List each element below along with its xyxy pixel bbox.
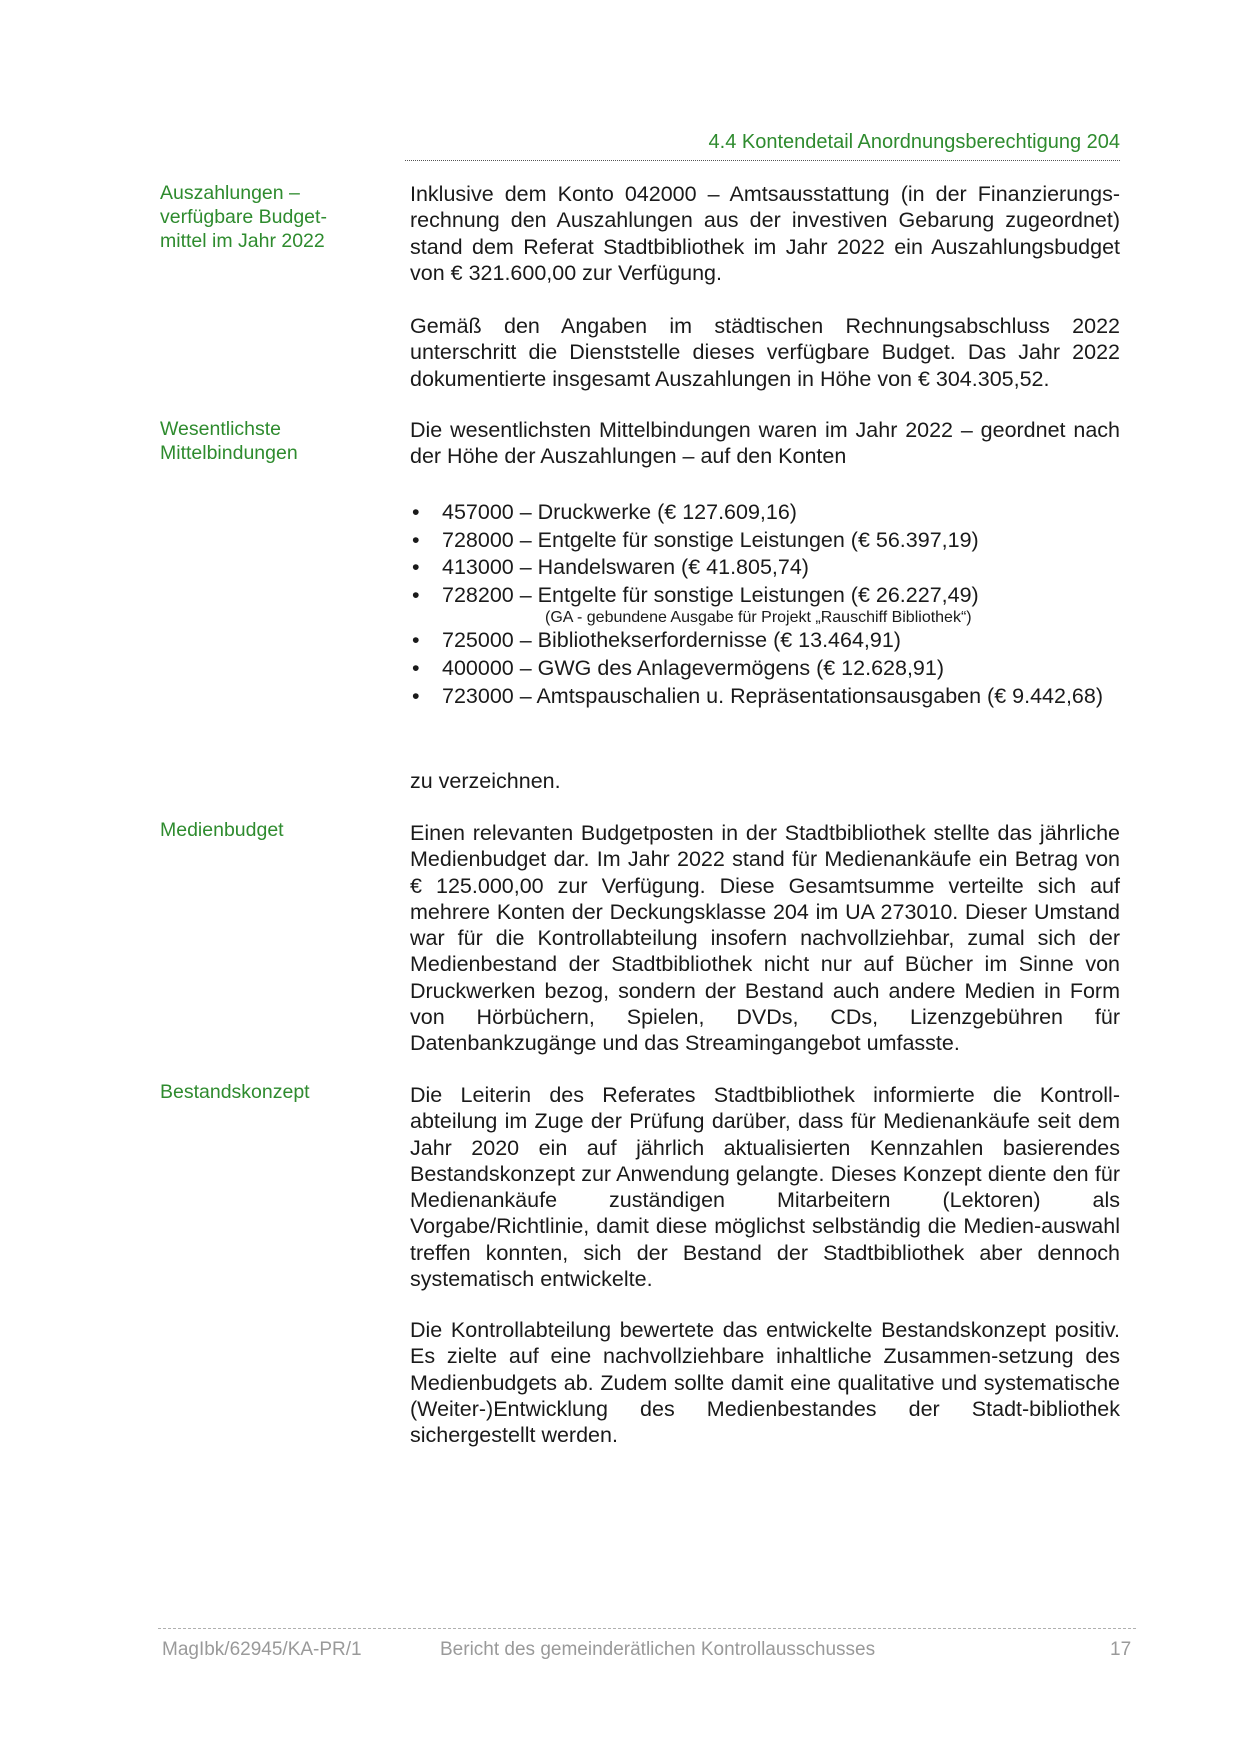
paragraph-text: Die Kontrollabteilung bewertete das entwickelte Bestandskonzept positiv. Es zielte auf eine nachvollziehbare inhaltliche Zusammen-setzung des Medienbudgets ab. Zudem sollte damit eine qualitative und systematische (Weiter-)Entwicklung des Medienbestandes der Stadt-bibliothek sichergestellt werden.: [410, 1318, 1120, 1448]
margin-label-line: mittel im Jahr 2022: [160, 230, 325, 252]
list-item: [410, 582, 1120, 628]
margin-label-line: Bestandskonzept: [160, 1081, 310, 1103]
margin-label-bestandskonzept: [160, 1080, 355, 1104]
list-item-text: 728000 – Entgelte für sonstige Leistungen (€ 56.397,19): [442, 527, 979, 552]
paragraph-text: Die wesentlichsten Mittelbindungen waren im Jahr 2022 – geordnet nach der Höhe der Auszahlungen – auf den Konten: [410, 418, 1120, 469]
paragraph-text: Inklusive dem Konto 042000 – Amtsausstattung (in der Finanzierungs-rechnung den Auszahlungen aus der investiven Gebarung zugeordnet) stand dem Referat Stadtbibliothek im Jahr 2022 ein Auszahlungsbudget von € 321.600,00 zur Verfügung.: [410, 182, 1120, 285]
margin-label-line: Wesentlichste: [160, 418, 282, 440]
list-item-text: 725000 – Bibliothekserfordernisse (€ 13.464,91): [442, 628, 901, 653]
list-item-text: 457000 – Druckwerke (€ 127.609,16): [442, 500, 797, 524]
section-header: [405, 131, 1120, 161]
paragraph-medienbudget: [410, 820, 1120, 1057]
paragraph-text: zu verzeichnen.: [410, 769, 561, 793]
list-item: [410, 655, 1120, 683]
list-item: [410, 627, 1120, 655]
list-item-text: 723000 – Amtspauschalien u. Repräsentationsausgaben (€ 9.442,68): [442, 683, 1103, 708]
margin-label-medienbudget: [160, 818, 355, 842]
paragraph-mittelbindungen-intro: [410, 417, 1120, 470]
paragraph-text: Einen relevanten Budgetposten in der Stadtbibliothek stellte das jährliche Medienbudget dar. Im Jahr 2022 stand für Medienankäufe ein Betrag von € 125.000,00 zur Verfügung. Diese Gesamtsumme verteilte sich auf mehrere Konten der Deckungsklasse 204 im UA 273010. Dieser Umstand war für die Kontrollabteilung insofern nachvollziehbar, zumal sich der Medienbestand der Stadtbibliothek nicht nur auf Bücher im Sinne von Druckwerken bezog, sondern der Bestand auch andere Medien in Form von Hörbüchern, Spielen, DVDs, CDs, Lizenzgebühren für Datenbankzugänge und das Streamingangebot umfasste.: [410, 821, 1120, 1056]
list-item-note: (GA - gebundene Ausgabe für Projekt „Rauschiff Bibliothek“): [545, 609, 972, 627]
paragraph-text: Die Leiterin des Referates Stadtbibliothek informierte die Kontroll-abteilung im Zuge der Prüfung darüber, dass für Medienankäufe seit dem Jahr 2020 ein auf jährlich aktualisierten Kennzahlen basierendes Bestandskonzept zur Anwendung gelangte. Dieses Konzept diente den für Medienankäufe zuständigen Mitarbeitern (Lektoren) als Vorgabe/Richtlinie, damit diese möglichst selbständig die Medien-auswahl treffen konnten, sich der Bestand der Stadtbibliothek aber dennoch systematisch entwickelte.: [410, 1083, 1120, 1292]
margin-label-line: Mittelbindungen: [160, 442, 298, 464]
paragraph-text: Gemäß den Angaben im städtischen Rechnungsabschluss 2022 unterschritt die Dienststelle dieses verfügbare Budget. Das Jahr 2022 dokumentierte insgesamt Auszahlungen in Höhe von € 304.305,52.: [410, 314, 1120, 391]
paragraph-auszahlungen-2: [410, 313, 1120, 392]
paragraph-bestandskonzept-1: [410, 1082, 1120, 1292]
list-item-text: 413000 – Handelswaren (€ 41.805,74): [442, 555, 809, 580]
footer-title: Bericht des gemeinderätlichen Kontrollausschusses: [440, 1639, 876, 1660]
paragraph-bestandskonzept-2: [410, 1317, 1120, 1448]
footer-reference: MagIbk/62945/KA-PR/1: [162, 1639, 362, 1660]
list-item: [410, 527, 1120, 555]
list-item: [410, 683, 1120, 711]
list-item-text: 400000 – GWG des Anlagevermögens (€ 12.628,91): [442, 655, 944, 680]
margin-label-line: verfügbare Budget-: [160, 206, 327, 228]
footer-divider: [158, 1628, 1136, 1629]
section-title: 4.4 Kontendetail Anordnungsberechtigung 204: [708, 131, 1120, 153]
margin-label-line: Auszahlungen –: [160, 182, 300, 204]
list-item: [410, 499, 1120, 527]
mittelbindungen-list: [410, 499, 1120, 710]
margin-label-auszahlungen: [160, 181, 355, 253]
margin-label-line: Medienbudget: [160, 819, 284, 841]
margin-label-mittelbindungen: [160, 417, 355, 465]
list-item-text: 728200 – Entgelte für sonstige Leistungen (€ 26.227,49): [442, 582, 979, 607]
paragraph-mittelbindungen-outro: [410, 768, 1120, 794]
footer-page-number: 17: [1110, 1639, 1132, 1660]
list-item: [410, 554, 1120, 582]
paragraph-auszahlungen-1: [410, 181, 1120, 286]
